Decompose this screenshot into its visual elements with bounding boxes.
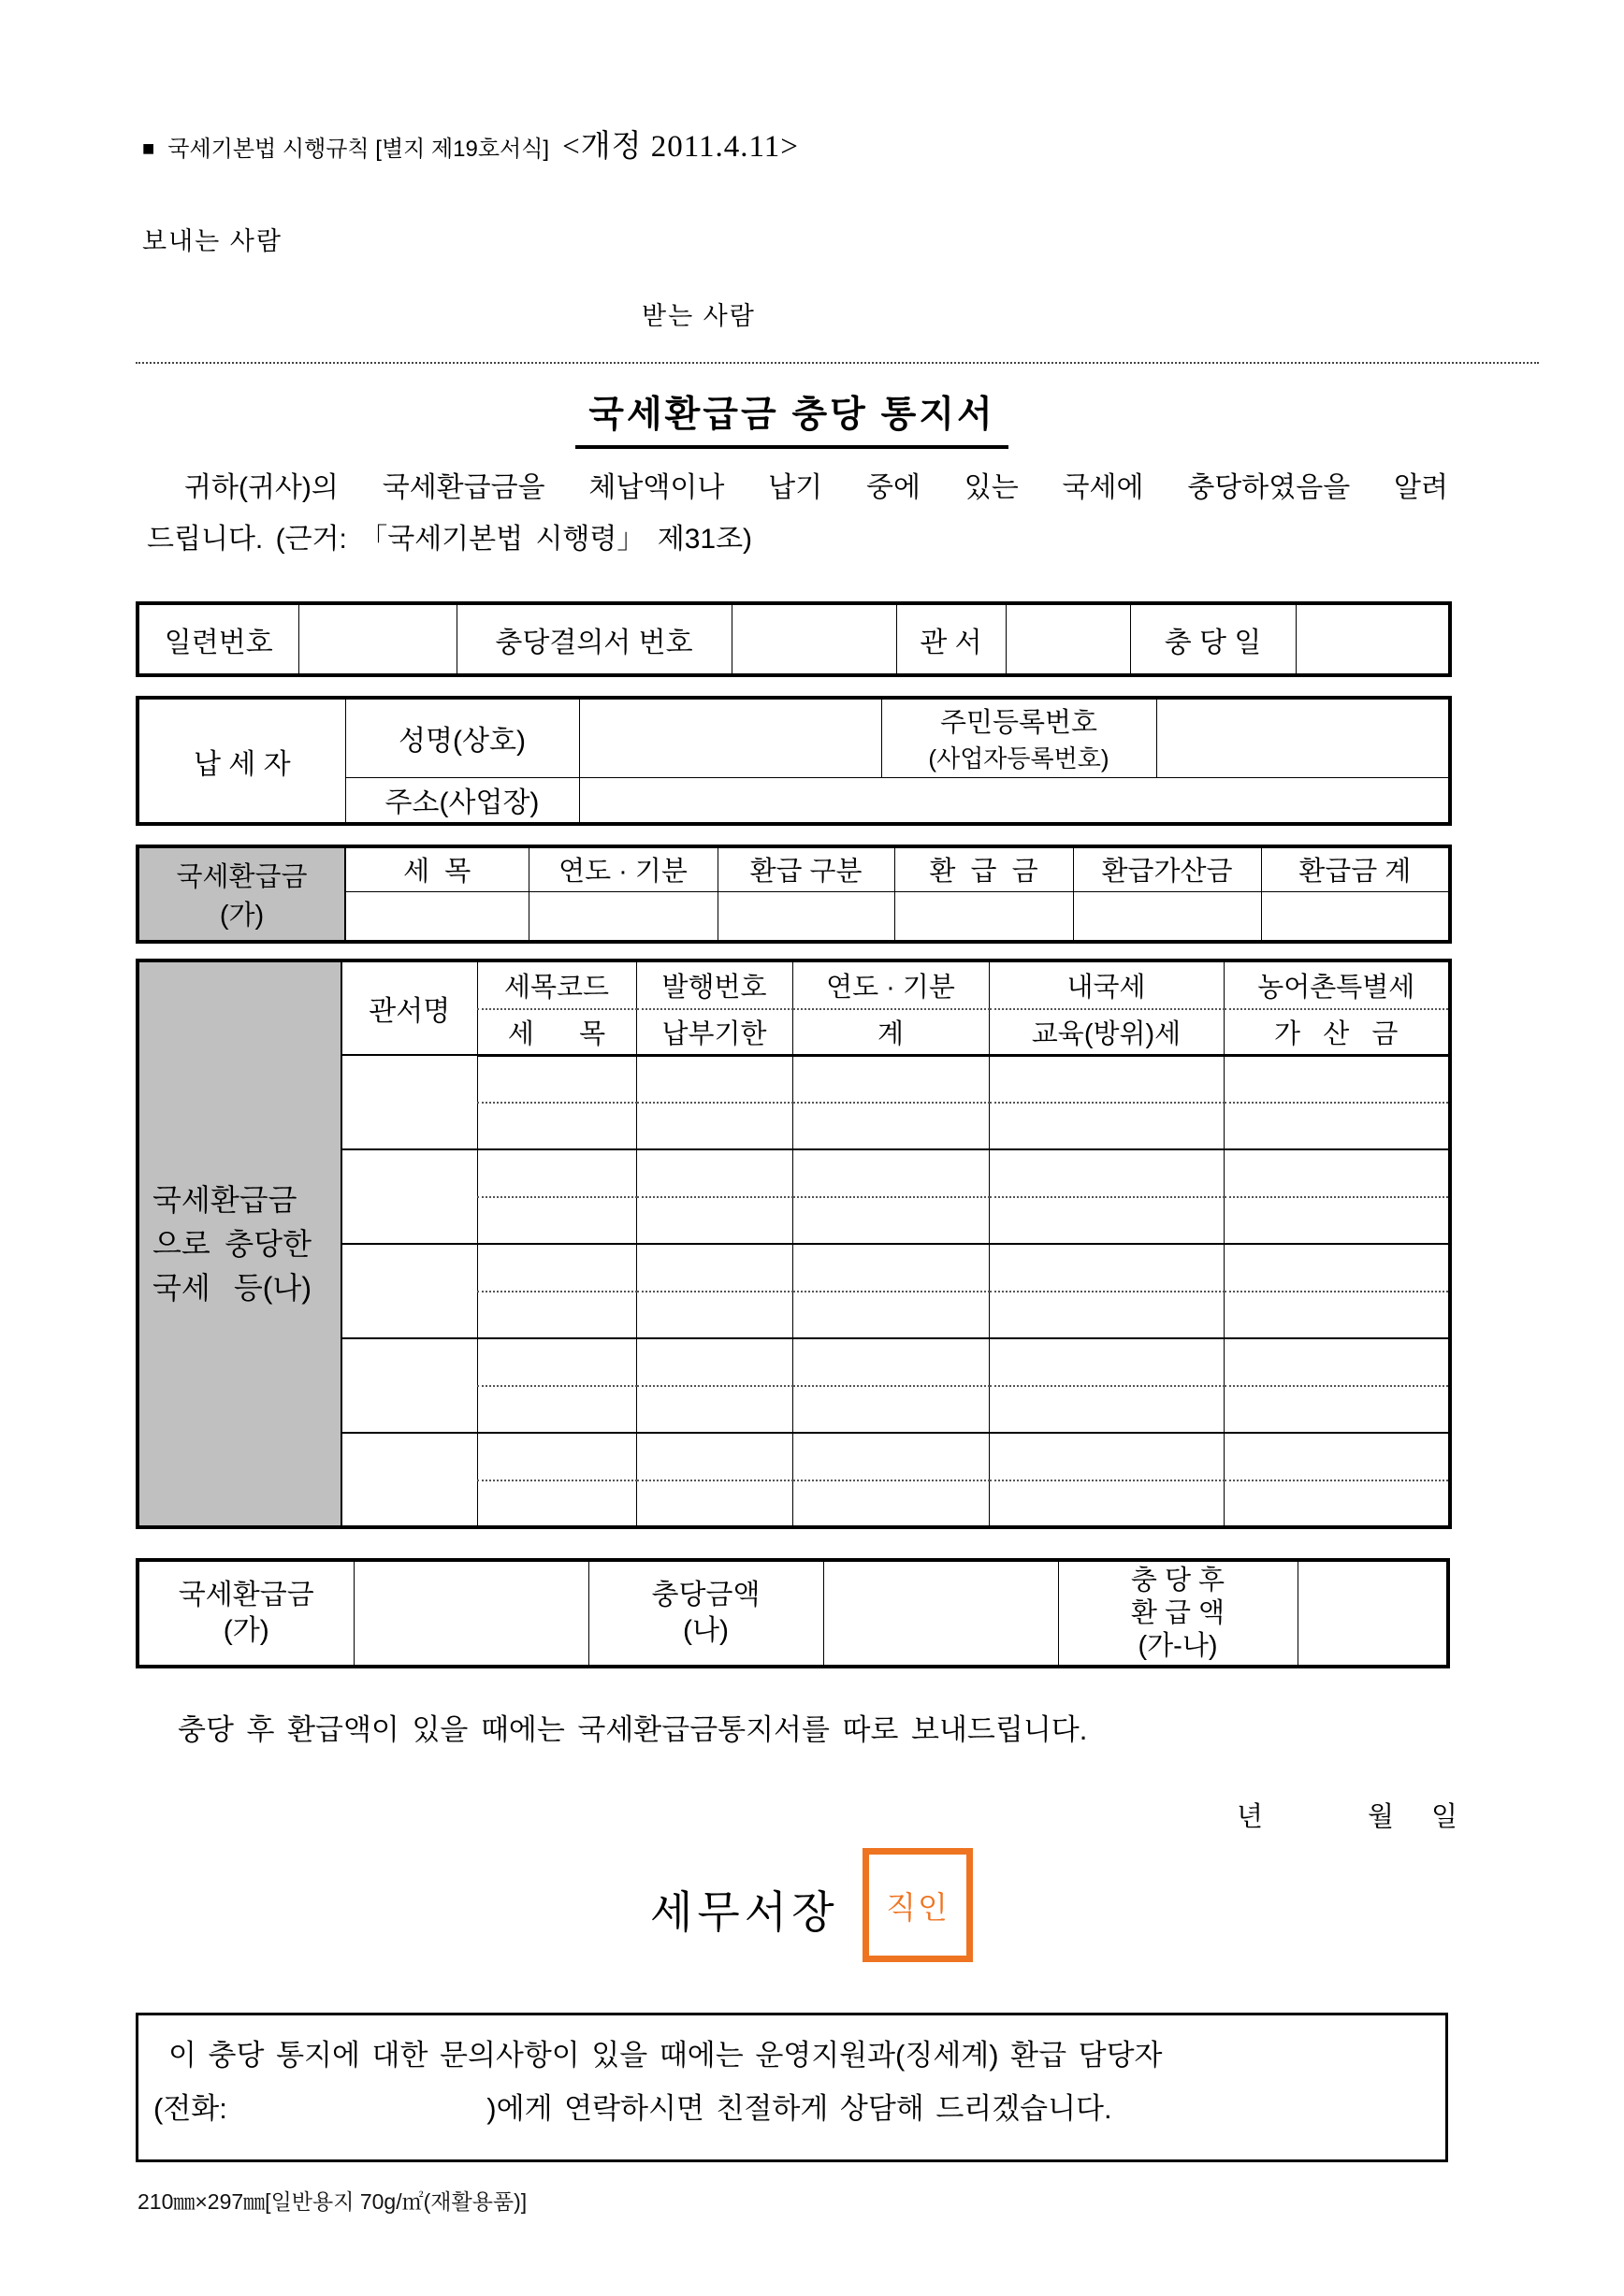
tax-item-cell bbox=[477, 1103, 636, 1149]
col-header-year-period: 연도 · 기분 bbox=[792, 960, 989, 1009]
office-value bbox=[1006, 603, 1130, 675]
payment-deadline-cell bbox=[636, 1103, 792, 1149]
tax-code-cell bbox=[477, 1149, 636, 1197]
office-name-cell bbox=[341, 1433, 477, 1527]
registration-number-value bbox=[1156, 698, 1450, 777]
internal-tax-cell bbox=[989, 1338, 1224, 1386]
col-header-refund-surcharge: 환급가산금 bbox=[1073, 846, 1261, 891]
year-period-cell bbox=[792, 1338, 989, 1386]
payment-deadline-cell bbox=[636, 1292, 792, 1338]
summary-appropriated-label-line1: 충당금액 bbox=[651, 1580, 761, 1610]
summary-refund-label-line2: (가) bbox=[223, 1615, 269, 1646]
post-appropriation-note: 충당 후 환급액이 있을 때에는 국세환급금통지서를 따로 보내드립니다. bbox=[178, 1713, 1088, 1746]
registration-number-label-line2: (사업자등록번호) bbox=[928, 744, 1109, 773]
registration-number-label-line1: 주민등록번호 bbox=[939, 708, 1098, 739]
surcharge-cell bbox=[1224, 1197, 1450, 1244]
payment-deadline-cell bbox=[636, 1480, 792, 1527]
total-cell bbox=[792, 1292, 989, 1338]
col-header-issue-number: 발행번호 bbox=[636, 960, 792, 1009]
col-header-surcharge: 가 산 금 bbox=[1224, 1009, 1450, 1055]
appropriation-group-label-line3: 국세 등(나) bbox=[152, 1270, 312, 1305]
rural-special-tax-cell bbox=[1224, 1244, 1450, 1292]
body-line-1: 귀하(귀사)의 국세환급금을 체납액이나 납기 중에 있는 국세에 충당하였음을 알려 bbox=[184, 472, 1448, 503]
refund-table bbox=[136, 845, 1452, 944]
summary-refund-label-line1: 국세환급금 bbox=[178, 1580, 314, 1610]
contact-line-1: 이 충당 통지에 대한 문의사항이 있을 때에는 운영지원과(징세계) 환급 담당자 bbox=[168, 2039, 1163, 2072]
year-period-cell bbox=[792, 1433, 989, 1480]
refund-group-label-line1: 국세환급금 bbox=[176, 862, 308, 892]
summary-refund-label bbox=[138, 1560, 354, 1667]
year-period-cell bbox=[792, 1055, 989, 1103]
col-header-tax-item: 세 목 bbox=[477, 1009, 636, 1055]
tax-item-cell bbox=[477, 1197, 636, 1244]
appropriation-table bbox=[136, 959, 1452, 1529]
body-line-2: 드립니다. (근거: 「국세기본법 시행령」 제31조) bbox=[147, 524, 753, 555]
summary-appropriated-label-line2: (나) bbox=[683, 1615, 729, 1646]
form-header-notice bbox=[142, 122, 799, 166]
summary-balance-value bbox=[1298, 1560, 1448, 1667]
rural-special-tax-cell bbox=[1224, 1149, 1450, 1197]
serial-number-value bbox=[298, 603, 457, 675]
registration-number-label bbox=[881, 698, 1156, 777]
total-cell bbox=[792, 1386, 989, 1433]
name-value bbox=[579, 698, 881, 777]
education-defense-tax-cell bbox=[989, 1386, 1224, 1433]
serial-number-label: 일련번호 bbox=[138, 603, 298, 675]
col-header-refund-amount: 환 급 금 bbox=[894, 846, 1073, 891]
year-period-cell bbox=[792, 1244, 989, 1292]
rural-special-tax-cell bbox=[1224, 1055, 1450, 1103]
col-header-tax-item: 세 목 bbox=[345, 846, 529, 891]
address-label: 주소(사업장) bbox=[345, 777, 579, 824]
signer-title: 세무서장 bbox=[650, 1887, 839, 1937]
refund-value-cell bbox=[529, 891, 718, 942]
col-header-year-period: 연도 · 기분 bbox=[529, 846, 718, 891]
tax-code-cell bbox=[477, 1338, 636, 1386]
col-header-rural-special-tax: 농어촌특별세 bbox=[1224, 960, 1450, 1009]
surcharge-cell bbox=[1224, 1103, 1450, 1149]
issue-number-cell bbox=[636, 1055, 792, 1103]
refund-value-cell bbox=[718, 891, 894, 942]
refund-group-label bbox=[138, 846, 345, 942]
summary-appropriated-label bbox=[588, 1560, 823, 1667]
surcharge-cell bbox=[1224, 1480, 1450, 1527]
tax-item-cell bbox=[477, 1386, 636, 1433]
col-header-refund-category: 환급 구분 bbox=[718, 846, 894, 891]
official-seal-box bbox=[863, 1848, 973, 1962]
year-label: 년 bbox=[1237, 1802, 1264, 1832]
office-label: 관 서 bbox=[896, 603, 1006, 675]
tax-code-cell bbox=[477, 1244, 636, 1292]
sender-label: 보내는 사람 bbox=[142, 227, 283, 255]
decision-number-label: 충당결의서 번호 bbox=[457, 603, 732, 675]
internal-tax-cell bbox=[989, 1433, 1224, 1480]
rural-special-tax-cell bbox=[1224, 1433, 1450, 1480]
contact-line-2: (전화: )에게 연락하시면 친절하게 상담해 드리겠습니다. bbox=[153, 2092, 1112, 2125]
col-header-internal-tax: 내국세 bbox=[989, 960, 1224, 1009]
body-paragraph bbox=[136, 462, 1448, 565]
form-title: 국세환급금 충당 통지서 bbox=[575, 385, 1008, 449]
education-defense-tax-cell bbox=[989, 1480, 1224, 1527]
taxpayer-group-label: 납 세 자 bbox=[138, 698, 345, 824]
refund-value-cell bbox=[1073, 891, 1261, 942]
taxpayer-table bbox=[136, 696, 1452, 826]
summary-balance-label bbox=[1058, 1560, 1298, 1667]
refund-value-cell bbox=[1261, 891, 1450, 942]
appropriation-group-label-line1: 국세환급금 bbox=[152, 1182, 297, 1217]
address-value bbox=[579, 777, 1450, 824]
issue-number-cell bbox=[636, 1149, 792, 1197]
title-row bbox=[136, 385, 1448, 449]
appropriation-group-label-line2: 으로 충당한 bbox=[152, 1226, 312, 1261]
education-defense-tax-cell bbox=[989, 1292, 1224, 1338]
revision-date: <개정 2011.4.11> bbox=[562, 130, 799, 164]
office-name-cell bbox=[341, 1149, 477, 1244]
total-cell bbox=[792, 1103, 989, 1149]
refund-group-label-line2: (가) bbox=[219, 901, 265, 931]
issue-number-cell bbox=[636, 1244, 792, 1292]
issue-number-cell bbox=[636, 1338, 792, 1386]
square-bullet-icon: ■ bbox=[142, 137, 155, 160]
tax-code-cell bbox=[477, 1433, 636, 1480]
col-header-office-name: 관서명 bbox=[341, 960, 477, 1055]
year-period-cell bbox=[792, 1149, 989, 1197]
month-label: 월 bbox=[1368, 1802, 1395, 1832]
internal-tax-cell bbox=[989, 1055, 1224, 1103]
seal-label: 직인 bbox=[886, 1889, 950, 1925]
col-header-education-defense-tax: 교육(방위)세 bbox=[989, 1009, 1224, 1055]
col-header-refund-total: 환급금 계 bbox=[1261, 846, 1450, 891]
appropriation-date-value bbox=[1296, 603, 1450, 675]
appropriation-date-label: 충 당 일 bbox=[1130, 603, 1296, 675]
rural-special-tax-cell bbox=[1224, 1338, 1450, 1386]
payment-deadline-cell bbox=[636, 1197, 792, 1244]
surcharge-cell bbox=[1224, 1292, 1450, 1338]
issue-number-cell bbox=[636, 1433, 792, 1480]
appropriation-group-label bbox=[138, 960, 341, 1527]
col-header-total: 계 bbox=[792, 1009, 989, 1055]
refund-value-cell bbox=[894, 891, 1073, 942]
education-defense-tax-cell bbox=[989, 1197, 1224, 1244]
dotted-separator bbox=[136, 362, 1539, 364]
summary-table bbox=[136, 1558, 1450, 1668]
receiver-label: 받는 사람 bbox=[642, 302, 756, 330]
surcharge-cell bbox=[1224, 1386, 1450, 1433]
col-header-payment-deadline: 납부기한 bbox=[636, 1009, 792, 1055]
tax-code-cell bbox=[477, 1055, 636, 1103]
total-cell bbox=[792, 1197, 989, 1244]
office-name-cell bbox=[341, 1244, 477, 1338]
education-defense-tax-cell bbox=[989, 1103, 1224, 1149]
decision-number-value bbox=[732, 603, 896, 675]
summary-balance-label-line1: 충 당 후 bbox=[1130, 1565, 1225, 1596]
paper-spec-footer: 210㎜×297㎜[일반용지 70g/㎡(재활용품)] bbox=[138, 2189, 528, 2214]
summary-refund-value bbox=[354, 1560, 588, 1667]
internal-tax-cell bbox=[989, 1244, 1224, 1292]
payment-deadline-cell bbox=[636, 1386, 792, 1433]
office-name-cell bbox=[341, 1055, 477, 1149]
col-header-tax-code: 세목코드 bbox=[477, 960, 636, 1009]
name-label: 성명(상호) bbox=[345, 698, 579, 777]
summary-balance-label-line2: 환 급 액 bbox=[1130, 1597, 1225, 1628]
day-label: 일 bbox=[1431, 1802, 1458, 1832]
total-cell bbox=[792, 1480, 989, 1527]
summary-balance-label-line3: (가-나) bbox=[1138, 1630, 1218, 1661]
summary-appropriated-value bbox=[823, 1560, 1058, 1667]
regulation-reference: 국세기본법 시행규칙 [별지 제19호서식] bbox=[167, 137, 550, 162]
internal-tax-cell bbox=[989, 1149, 1224, 1197]
contact-box bbox=[136, 2013, 1448, 2162]
info-table bbox=[136, 601, 1452, 677]
tax-item-cell bbox=[477, 1480, 636, 1527]
office-name-cell bbox=[341, 1338, 477, 1433]
refund-value-cell bbox=[345, 891, 529, 942]
tax-item-cell bbox=[477, 1292, 636, 1338]
